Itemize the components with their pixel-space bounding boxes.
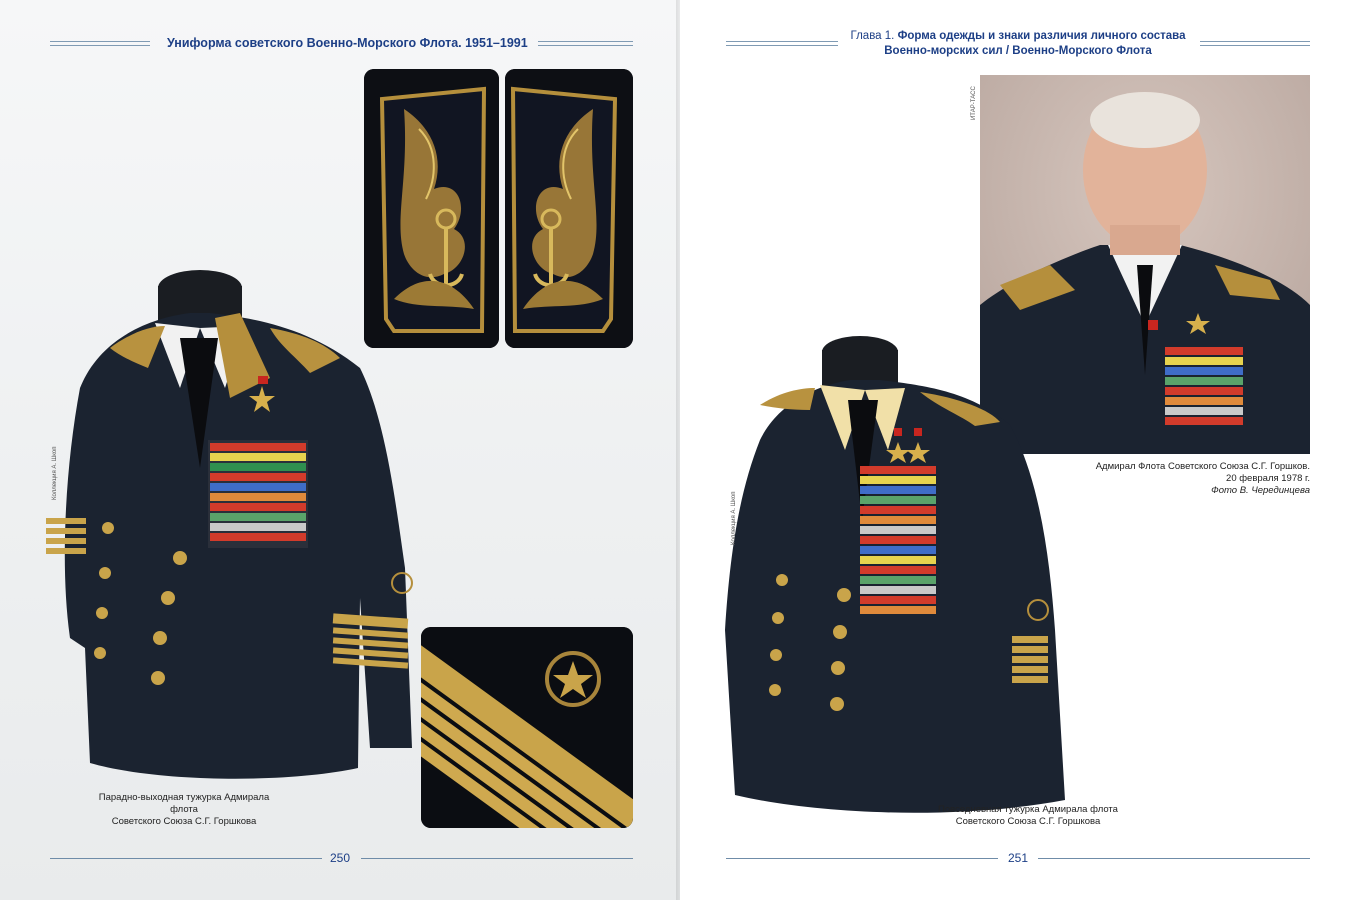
footer-rule-left-a xyxy=(50,858,322,859)
main-caption-right-line1: Повседневная тужурка Адмирала флота xyxy=(938,804,1118,815)
portrait-caption-line2: 20 февраля 1978 г. xyxy=(1226,473,1310,484)
header-rule-right-b xyxy=(1200,41,1310,46)
photo-credit-left: Коллекция А. Шкоп xyxy=(52,446,58,500)
portrait-caption-line1: Адмирал Флота Советского Союза С.Г. Горшков. xyxy=(1095,461,1310,472)
page-number-left: 250 xyxy=(330,851,351,865)
chapter-title-line1: Форма одежды и знаки различия личного состава xyxy=(897,30,1186,42)
header-rule-left-a xyxy=(50,41,150,46)
portrait-credit: ИТАР-ТАСС xyxy=(971,86,977,120)
chapter-title-line2: Военно-морских сил / Военно-Морского Флота xyxy=(884,45,1152,57)
page-number-right: 251 xyxy=(1008,851,1029,865)
main-caption-right-line2: Советского Союза С.Г. Горшкова xyxy=(955,816,1101,827)
running-head-left: Униформа советского Военно-Морского Флота. 1951–1991 xyxy=(167,36,528,50)
sleeve-stripes-photo xyxy=(421,627,633,828)
everyday-jacket-photo xyxy=(720,330,1100,820)
header-rule-left-b xyxy=(538,41,633,46)
footer-rule-right-a xyxy=(726,858,998,859)
main-caption-left xyxy=(84,792,284,828)
main-caption-left-line1: Парадно-выходная тужурка Адмирала флота xyxy=(98,792,270,815)
main-caption-right xyxy=(928,804,1128,828)
header-rule-right-a xyxy=(726,41,838,46)
photo-credit-right: Коллекция А. Шкоп xyxy=(731,491,737,545)
footer-rule-right-b xyxy=(1038,858,1310,859)
collar-patch-right-photo xyxy=(505,69,633,348)
portrait-caption-line3: Фото В. Черединцева xyxy=(1211,485,1310,496)
main-caption-left-line2: Советского Союза С.Г. Горшкова xyxy=(111,816,257,827)
right-page xyxy=(680,0,1359,900)
dress-jacket-photo xyxy=(40,268,420,790)
chapter-heading xyxy=(845,29,1191,59)
footer-rule-left-b xyxy=(361,858,633,859)
chapter-label: Глава 1. xyxy=(850,30,895,42)
